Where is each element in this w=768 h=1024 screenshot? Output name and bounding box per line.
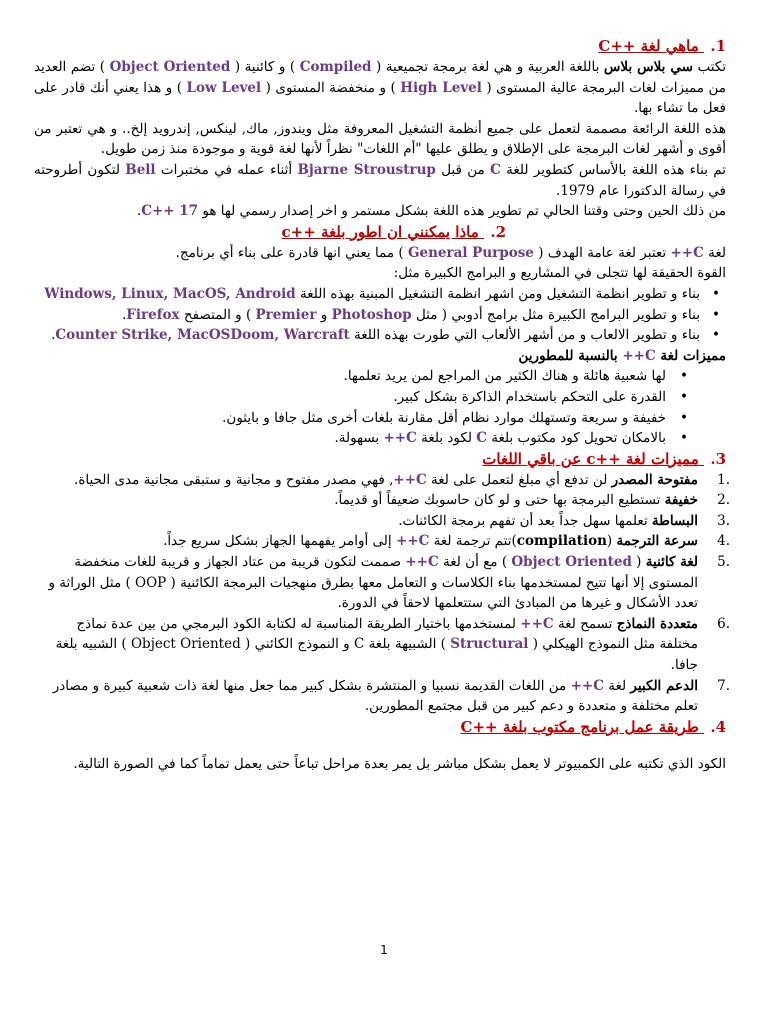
section-4-number: 4.	[710, 717, 726, 736]
term-firefox: Firefox	[126, 306, 180, 323]
text: تسمح لغة	[553, 615, 617, 632]
term-object-oriented: Object Oriented	[511, 554, 632, 571]
item-number: .2	[717, 492, 730, 509]
list-item: • القدرة على التحكم باستخدام الذاكرة بشكل كبير.	[34, 387, 666, 408]
text: من اللغات القديمة نسبيا و المنتشرة بشكل كبير مما جعل منها لغة ذات شعبية كبيرة و مصادر تعلم مختلفة و متعددة و دعم كبير من قبل مجتمع المطورين.	[52, 677, 698, 715]
text: لكود بلغة	[416, 430, 477, 447]
text: و	[316, 306, 332, 323]
section-2-number: 2.	[490, 222, 506, 241]
spacer	[34, 738, 726, 754]
text: ) و المتصفح	[179, 306, 256, 323]
term-photoshop: Photoshop	[331, 306, 412, 323]
list-item	[34, 470, 730, 491]
section-3-title: مميزات لغة ++c عن باقي اللغات	[482, 449, 699, 468]
text: أثناء عمله في مختبرات	[155, 161, 298, 178]
term-bjarne: Bjarne Stroustrup	[297, 161, 436, 178]
text: ) الشبيهة بلغة C و النموذج الكائني ( Object Oriented ) الشبيه بلغة جافا.	[55, 636, 698, 674]
text: من قبل	[435, 161, 491, 178]
list-item	[34, 614, 730, 676]
text: لمستخدمها باختيار الطريقة المناسبة له لكتابة الكود البرمجي من بين عدة نماذج مختلفة مثل النموذج الهيكلي (	[76, 615, 698, 653]
term-cpp: C++	[520, 615, 554, 632]
section-3-number: 3.	[710, 449, 726, 468]
item-title: متعددة النماذج	[616, 615, 698, 632]
text: بالنسبة للمطورين	[518, 347, 623, 364]
text: ) و كائنية (	[230, 59, 300, 75]
section-4-title: طريقة عمل برنامج مكتوب بلغة ++C	[460, 717, 699, 736]
term-c: C	[476, 430, 487, 447]
list-item: • خفيفة و سريعة وتستهلك موارد نظام أقل مقارنة بلغات أخرى مثل جافا و بايثون.	[34, 408, 666, 429]
item-number: .3	[717, 512, 730, 529]
list-item	[34, 490, 730, 511]
item-title: سرعة الترجمة	[616, 533, 698, 550]
text: لغة	[703, 244, 726, 261]
section-4-heading	[34, 717, 726, 738]
text: (	[631, 554, 646, 571]
text: بناء و تطوير الالعاب و من أشهر الألعاب التي طورت بهذه اللغة	[349, 327, 700, 344]
item-number: .1	[717, 471, 730, 488]
s2-paragraph-2: القوة الحقيقة لها تتجلى في المشاريع و البرامج الكبيرة مثل:	[393, 265, 726, 282]
text: , فهي مصدر مفتوح و مجانية و ستبقى مجانية مدى الحياة.	[74, 471, 394, 488]
list-item	[34, 552, 730, 614]
text: .	[51, 327, 56, 344]
text: بناء و تطوير البرامج الكبيرة مثل برامج أدوبي ( مثل	[411, 306, 700, 323]
section-1-heading	[34, 36, 726, 57]
list-item	[34, 428, 666, 449]
text: لغة	[603, 677, 631, 694]
item-title: مفتوحة المصدر	[611, 471, 698, 488]
text: لن تدفع أي مبلغ لتعمل على لغة	[426, 471, 612, 488]
item-number: .7	[717, 677, 730, 694]
text: تكتب	[692, 59, 726, 75]
text: ) مع أن لغة	[438, 554, 512, 571]
section-1-number: 1.	[710, 37, 726, 55]
term-cpp17: C++ 17	[141, 203, 199, 220]
item-title: لغة كائنية	[645, 554, 698, 571]
term-high-level: High Level	[400, 79, 482, 96]
s1-paragraph-2: هذه اللغة الرائعة مصممة لتعمل على جميع أنظمة التشغيل المعروفة مثل ويندوز, ماك, لينكس, إندرويد إلخ.. و هي تعتبر من أقوى و أشهر لغات البرمجة على الإطلاق و يطلق عليها "أم اللغات" نظراً لأنها لغة قوية و موجودة منذ زمن طويل.	[34, 120, 726, 158]
text: تعلمها سهل جداً بعد أن تفهم برمجة الكائنات.	[398, 512, 652, 529]
text: بسهولة.	[334, 430, 384, 447]
text: .	[136, 203, 142, 220]
term-cpp: C++	[405, 554, 439, 571]
term-compilation: compilation	[516, 533, 607, 550]
term-object-oriented: Object Oriented	[109, 59, 231, 75]
text: بالامكان تحويل كود مكتوب بلغة	[486, 430, 666, 447]
text: إلى أوامر يفهمها الجهاز بشكل سريع جداً.	[163, 533, 396, 550]
term-compiled: Compiled	[299, 59, 372, 75]
text: بناء و تطوير انظمة التشغيل ومن اشهر انظمة التشغيل المبنية بهذه اللغة	[295, 285, 700, 302]
term-os-list: Windows, Linux, MacOS, Android	[44, 285, 296, 302]
list-item	[34, 325, 700, 346]
document-body	[34, 36, 730, 774]
term-structural: Structural	[450, 636, 529, 653]
text: تعتبر لغة عامة الهدف (	[533, 244, 671, 261]
text: مميزات لغة	[655, 347, 726, 364]
item-number: .4	[717, 533, 730, 550]
section-3-heading	[34, 449, 726, 470]
section-1-title: ماهي لغة ++C	[598, 37, 699, 55]
s1-paragraph-4	[34, 201, 726, 222]
text: ) تضم العديد من مميزات لغات البرمجة عالية المستوى (	[34, 59, 727, 96]
list-item	[34, 305, 700, 326]
text: لتكون أطروحته في رسالة الدكتورا عام 1979.	[34, 161, 726, 199]
item-title: الدعم الكبير	[630, 677, 698, 694]
list-item	[34, 511, 730, 532]
text: ) و منخفضة المستوى (	[261, 79, 401, 96]
list-item	[34, 531, 730, 552]
term-cpp: C++	[570, 677, 604, 694]
term-bell: Bell	[125, 161, 156, 178]
term: C++	[393, 471, 427, 488]
text: صممت لتكون قريبة من عتاد الجهاز و قريبة للغات منخفضة المستوى إلا أنها تتيح لمستخدمها بناء الكلاسات و التعامل معها بطرق منهجيات البرمجة الكائنية ( OOP ) مثل الوراثة و تعدد الأشكال و غيرها من المبادئ التي ستتعلمها لاحقاً في الدورة.	[48, 554, 698, 612]
term-general-purpose: General Purpose	[407, 244, 534, 261]
s2-bullet-list	[34, 284, 726, 346]
item-number: .5	[717, 554, 730, 571]
section-2-title: ماذا يمكنني ان اطور بلغة ++c	[281, 222, 479, 241]
text: .	[121, 306, 127, 323]
s3-numbered-list	[34, 470, 730, 717]
item-title: البساطة	[651, 512, 698, 529]
s2-paragraph-1	[34, 243, 726, 264]
term-games-list: Counter Strike, MacOSDoom, Warcraft	[55, 327, 350, 344]
term-c: C	[490, 161, 501, 178]
term-cpp: C++	[622, 347, 656, 364]
item-number: .6	[717, 615, 730, 632]
text: (	[606, 533, 617, 550]
s1-paragraph-3	[34, 160, 726, 201]
text: تستطيع البرمجة بها حتى و لو كان حاسوبك ضعيفاً أو قديماً.	[334, 492, 665, 509]
term-low-level: Low Level	[186, 79, 262, 96]
text: من ذلك الحين وحتى وقتنا الحالي تم تطوير هذه اللغة بشكل مستمر و اخر إصدار رسمي لها هو	[198, 203, 726, 220]
s1-paragraph-1	[34, 57, 726, 119]
s2-features-list	[34, 366, 726, 448]
term-cpp: C++	[670, 244, 704, 261]
text: )تتم ترجمة لغة	[429, 533, 517, 550]
text: ) و هذا يعني أنك قادر على فعل ما تشاء بها.	[34, 79, 726, 117]
item-title: خفيفة	[664, 492, 698, 509]
section-2-heading	[34, 222, 726, 243]
s4-paragraph-1: الكود الذي تكتبه على الكمبيوتر لا يعمل بشكل مباشر بل يمر بعدة مراحل تباعاً حتى يعمل تماماً كما في الصورة التالية.	[73, 755, 726, 772]
text: ) مما يعني انها قادرة على بناء أي برنامج.	[175, 244, 408, 261]
text: تم بناء هذه اللغة بالأساس كتطوير للغة	[500, 161, 727, 178]
list-item: • لها شعبية هائلة و هناك الكثير من المراجع لمن يريد تعلمها.	[34, 366, 666, 387]
term-cpp: C++	[383, 430, 417, 447]
term-cpp: C++	[395, 533, 430, 550]
s2-subheading	[34, 346, 726, 367]
list-item	[34, 676, 730, 717]
text-bold: سي بلاس بلاس	[603, 59, 693, 75]
list-item	[34, 284, 700, 305]
text: باللغة العربية و هي لغة برمجة تجميعية (	[371, 59, 604, 75]
page-number: 1	[380, 943, 388, 957]
term-premier: Premier	[255, 306, 317, 323]
